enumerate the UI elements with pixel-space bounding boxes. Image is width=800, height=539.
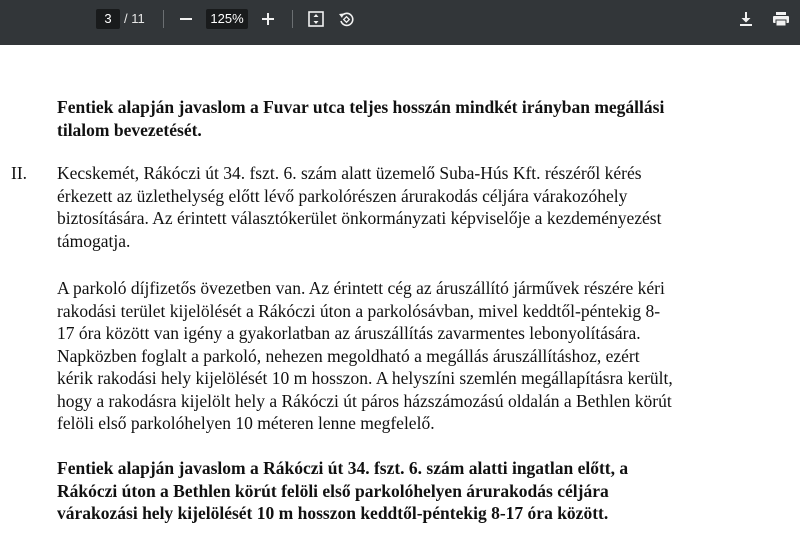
paragraph-conclusion-fuvar — [57, 96, 749, 141]
text-line: 17 óra között van igény a gyakorlatban az áruszállítás zavarmentes lebonyolítására. — [57, 323, 641, 343]
fit-to-page-button[interactable] — [303, 6, 329, 32]
paragraph-parking-details — [57, 277, 749, 435]
plus-icon — [261, 12, 275, 26]
text-line: tilalom bevezetését. — [57, 119, 202, 140]
zoom-input[interactable]: 125% — [206, 9, 248, 29]
rotate-icon — [337, 10, 355, 28]
download-icon — [738, 11, 754, 27]
paragraph-conclusion-rakoczi — [57, 457, 749, 525]
pdf-page — [0, 45, 800, 539]
text-line: Rákóczi úton a Bethlen körút felöli első parkolóhelyen árurakodás céljára — [57, 480, 609, 501]
zoom-in-button[interactable] — [255, 6, 281, 32]
toolbar-divider — [292, 10, 293, 28]
zoom-out-button[interactable] — [173, 6, 199, 32]
text-line: kérik rakodási hely kijelölését 10 m hosszon. A helyszíni szemlén megállapításra került, — [57, 368, 673, 388]
page-number-input[interactable]: 3 — [96, 9, 120, 29]
text-line: hogy a rakodásra kijelölt hely a Rákóczi út páros házszámozású oldalán a Bethlen körút — [57, 390, 672, 411]
minus-icon — [179, 12, 193, 26]
rotate-button[interactable] — [333, 6, 359, 32]
text-line: Kecskemét, Rákóczi út 34. fszt. 6. szám alatt üzemelő Suba-Hús Kft. részéről kérés — [57, 163, 642, 183]
paragraph-request — [57, 162, 749, 252]
text-line: Napközben foglalt a parkoló, nehezen megoldható a megállás áruszállításhoz, ezért — [57, 345, 640, 366]
section-numeral: II. — [11, 163, 28, 183]
pdf-toolbar — [0, 0, 800, 45]
print-icon — [772, 11, 790, 27]
download-button[interactable] — [733, 6, 759, 32]
print-button[interactable] — [768, 6, 794, 32]
page-count: / 11 — [124, 11, 145, 26]
toolbar-divider — [163, 10, 164, 28]
fit-page-icon — [307, 10, 325, 28]
text-line: rakodási terület kijelölését a Rákóczi úton a parkolósávban, mivel keddtől-péntekig 8- — [57, 300, 661, 321]
text-line: várakozási hely kijelölését 10 m hosszon keddtől-péntekig 8-17 óra között. — [57, 503, 609, 523]
text-line: felöli első parkolóhelyen 10 méteren lenne megfelelő. — [57, 413, 435, 433]
text-line: biztosítására. Az érintett választókerület önkormányzati képviselője a kezdeményezést — [57, 208, 662, 228]
text-line: Fentiek alapján javaslom a Rákóczi út 34. fszt. 6. szám alatti ingatlan előtt, a — [57, 458, 629, 478]
text-line: érkezett az üzlethelység előtt lévő parkolórészen árurakodás céljára várakozóhely — [57, 185, 628, 206]
text-line: A parkoló díjfizetős övezetben van. Az érintett cég az áruszállító járművek részére kéri — [57, 278, 665, 298]
text-line: támogatja. — [57, 230, 131, 251]
text-line: Fentiek alapján javaslom a Fuvar utca teljes hosszán mindkét irányban megállási — [57, 97, 665, 117]
